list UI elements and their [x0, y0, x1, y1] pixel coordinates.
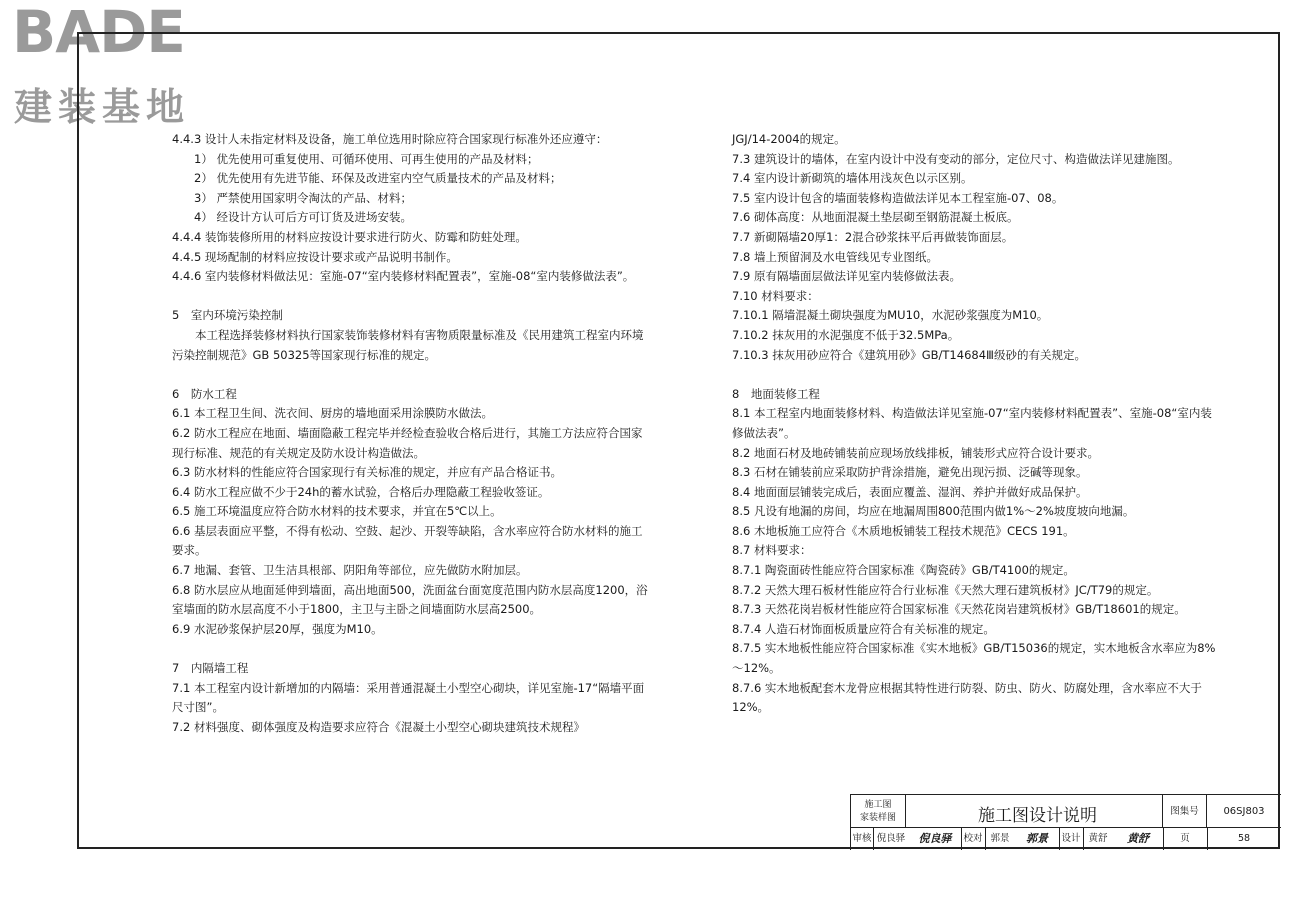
drawing-title-cell: [906, 795, 1163, 828]
drawing-category: [851, 795, 906, 828]
list-item: 3） 严禁使用国家明令淘汰的产品、材料；: [194, 190, 412, 205]
clause: 8.1 本工程室内地面装修材料、构造做法详见室施-07“室内装修材料配置表”、室施-08“室内装修做法表”。: [732, 406, 1212, 440]
clause: 8.7.6 实木地板配套木龙骨应根据其特性进行防裂、防虫、防火、防腐处理，含水率应不大于12%。: [732, 680, 1202, 715]
clause: 6.5 施工环境温度应符合防水材料的技术要求，并宜在5℃以上。: [172, 504, 502, 519]
clause: 6.3 防水材料的性能应符合国家现行有关标准的规定，并应有产品合格证书。: [172, 465, 562, 480]
clause: 6.7 地漏、套管、卫生洁具根部、阴阳角等部位，应先做防水附加层。: [172, 563, 528, 578]
list-item: 4） 经设计方认可后方可订货及进场安装。: [194, 210, 412, 225]
right-column: [732, 130, 1220, 718]
clause: 7.3 建筑设计的墙体，在室内设计中没有变动的部分，定位尺寸、构造做法详见建施图。: [732, 151, 1180, 166]
left-column: [172, 130, 650, 737]
clause: 8.7.5 实木地板性能应符合国家标准《实木地板》GB/T15036的规定，实木地板含水率应为8%～12%。: [732, 641, 1216, 676]
clause: 8.7.1 陶瓷面砖性能应符合国家标准《陶瓷砖》GB/T4100的规定。: [732, 563, 1075, 578]
logo-subtitle: 建装基地: [14, 85, 191, 129]
clause: 7.2 材料强度、砌体强度及构造要求应符合《混凝土小型空心砌块建筑技术规程》: [172, 719, 585, 734]
clause: 6.1 本工程卫生间、洗衣间、厨房的墙地面采用涂膜防水做法。: [172, 406, 493, 421]
clause: 8.5 凡设有地漏的房间，均应在地漏周围800范围内做1%～2%坡度坡向地漏。: [732, 504, 1135, 519]
title-block: [850, 794, 1281, 850]
clause: 6.9 水泥砂浆保护层20厚，强度为M10。: [172, 621, 383, 636]
clause-4-4-4: 4.4.4 装饰装修所用的材料应按设计要求进行防火、防霉和防蛀处理。: [172, 229, 527, 244]
page-label: 页: [1180, 833, 1190, 844]
check-name: 郭景: [990, 833, 1010, 844]
clause: 8.2 地面石材及地砖铺装前应现场放线排板，铺装形式应符合设计要求。: [732, 445, 1099, 460]
clause: 6.2 防水工程应在地面、墙面隐蔽工程完毕并经检查验收合格后进行，其施工方法应符合国家现行标准、规范的有关规定及防水设计构造做法。: [172, 425, 643, 460]
logo-brand: BADE: [12, 0, 185, 66]
clause: 7.7 新砌隔墙20厚1：2混合砂浆抹平后再做装饰面层。: [732, 229, 1014, 244]
clause: 8.4 地面面层铺装完成后，表面应覆盖、湿润、养护并做好成品保护。: [732, 484, 1088, 499]
section-heading: 8 地面装修工程: [732, 386, 820, 401]
clause: 8.7 材料要求：: [732, 543, 812, 558]
clause-4-4-5: 4.4.5 现场配制的材料应按设计要求或产品说明书制作。: [172, 249, 458, 264]
clause: 8.7.2 天然大理石板材性能应符合行业标准《天然大理石建筑板材》JC/T79的规定。: [732, 582, 1159, 597]
clause-continuation: JGJ/14-2004的规定。: [732, 132, 846, 146]
page-number: 58: [1237, 833, 1251, 844]
clause: 6.4 防水工程应做不少于24h的蓄水试验，合格后办理隐蔽工程验收签证。: [172, 484, 550, 499]
section-heading: 6 防水工程: [172, 386, 237, 401]
clause: 8.7.4 人造石材饰面板质量应符合有关标准的规定。: [732, 621, 995, 636]
clause: 7.5 室内设计包含的墙面装修构造做法详见本工程室施-07、08。: [732, 190, 1064, 205]
clause-4-4-3: 4.4.3 设计人未指定材料及设备，施工单位选用时除应符合国家现行标准外还应遵守：: [172, 132, 608, 146]
clause: 7.10 材料要求：: [732, 288, 819, 303]
drawing-title: 施工图设计说明: [978, 806, 1097, 826]
review-label: 审核: [852, 833, 872, 844]
clause: 7.10.1 隔墙混凝土砌块强度为MU10，水泥砂浆强度为M10。: [732, 308, 1049, 323]
atlas-number-label: 图集号: [1163, 795, 1207, 828]
clause: 7.10.2 抹灰用的水泥强度不低于32.5MPa。: [732, 327, 960, 342]
category-line: 家装样图: [859, 813, 896, 823]
list-item: 1） 优先使用可重复使用、可循环使用、可再生使用的产品及材料；: [194, 151, 539, 166]
design-label: 设计: [1061, 833, 1081, 844]
clause: 7.1 本工程室内设计新增加的内隔墙：采用普通混凝土小型空心砌块，详见室施-17“隔墙平面尺寸图”。: [172, 680, 645, 715]
atlas-number-value: 06SJ803: [1207, 795, 1281, 828]
check-signature: 郭景: [1026, 832, 1048, 845]
clause: 7.8 墙上预留洞及水电管线见专业图纸。: [732, 249, 938, 264]
clause: 7.4 室内设计新砌筑的墙体用浅灰色以示区别。: [732, 171, 973, 186]
category-line: 施工图: [864, 800, 892, 810]
review-name: 倪良驿: [876, 833, 906, 844]
clause: 8.3 石材在铺装前应采取防护背涂措施，避免出现污损、泛碱等现象。: [732, 465, 1088, 480]
review-signature: 倪良驿: [918, 832, 952, 845]
clause: 8.6 木地板施工应符合《木质地板铺装工程技术规范》CECS 191。: [732, 523, 1075, 538]
clause: 8.7.3 天然花岗岩板材性能应符合国家标准《天然花岗岩建筑板材》GB/T18601的规定。: [732, 602, 1186, 617]
section-heading: 5 室内环境污染控制: [172, 308, 283, 323]
list-item: 2） 优先使用有先进节能、环保及改进室内空气质量技术的产品及材料；: [194, 171, 562, 186]
section-paragraph: 本工程选择装修材料执行国家装饰装修材料有害物质限量标准及《民用建筑工程室内环境污染控制规范》GB 50325等国家现行标准的规定。: [172, 327, 644, 362]
clause-4-4-6: 4.4.6 室内装修材料做法见：室施-07“室内装修材料配置表”，室施-08“室内装修做法表”。: [172, 269, 635, 284]
clause: 7.9 原有隔墙面层做法详见室内装修做法表。: [732, 269, 961, 284]
clause: 6.6 基层表面应平整，不得有松动、空鼓、起沙、开裂等缺陷，含水率应符合防水材料的施工要求。: [172, 523, 643, 558]
clause: 7.6 砌体高度：从地面混凝土垫层砌至钢筋混凝土板底。: [732, 210, 1019, 225]
design-signature: 黄舒: [1127, 832, 1149, 845]
design-name: 黄舒: [1088, 833, 1108, 844]
clause: 6.8 防水层应从地面延伸到墙面，高出地面500，洗面盆台面宽度范围内防水层高度1200，浴室墙面的防水层高度不小于1800，主卫与主卧之间墙面防水层高2500。: [172, 582, 648, 617]
section-heading: 7 内隔墙工程: [172, 661, 249, 676]
clause: 7.10.3 抹灰用砂应符合《建筑用砂》GB/T14684Ⅲ级砂的有关规定。: [732, 347, 1086, 362]
check-label: 校对: [963, 833, 983, 844]
